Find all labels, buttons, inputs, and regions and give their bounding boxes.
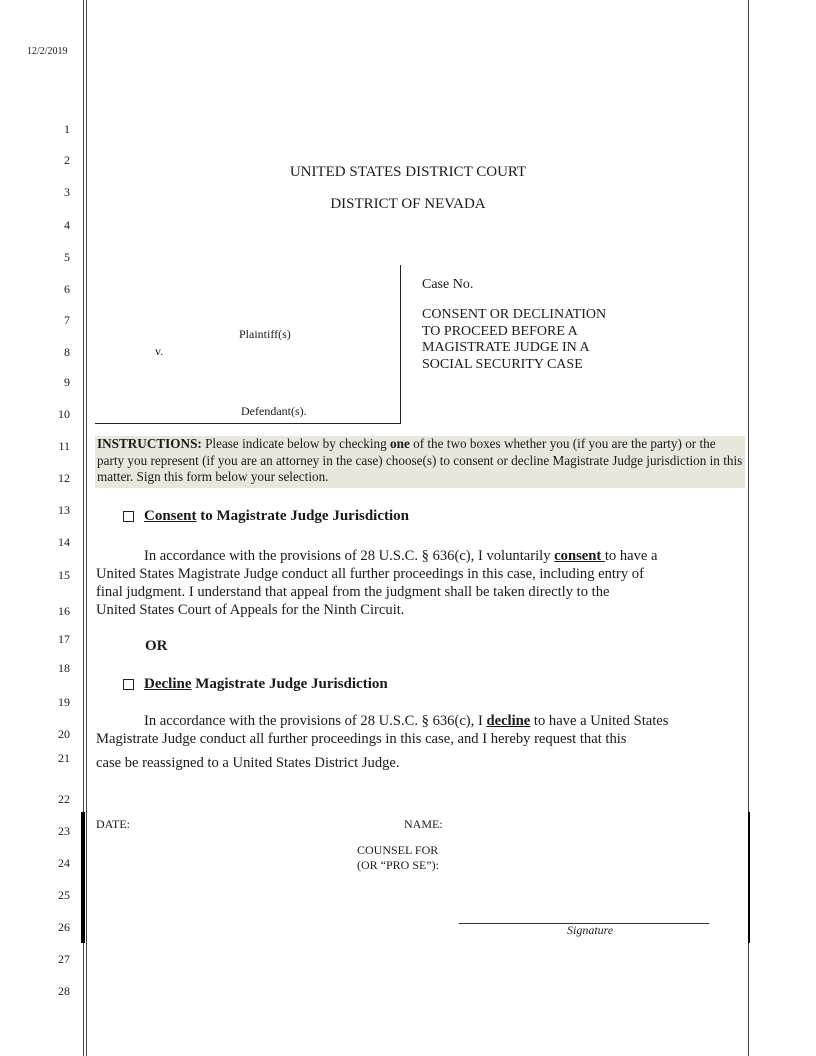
form-title-line: SOCIAL SECURITY CASE (422, 356, 583, 372)
consent-line-3: final judgment. I understand that appeal from the judgment shall be taken directly to the (96, 584, 610, 600)
line-number: 13 (58, 503, 70, 517)
consent-text-b: to have a (604, 548, 658, 564)
consent-paragraph (96, 547, 736, 619)
decline-checkbox[interactable] (123, 679, 134, 690)
line-number: 14 (58, 535, 70, 549)
decline-line-2: Magistrate Judge conduct all further proceedings in this case, and I hereby request that this (96, 731, 627, 747)
instructions-box (95, 436, 745, 488)
decline-option[interactable] (123, 676, 388, 693)
line-number: 11 (58, 439, 70, 453)
instructions-bold-word: one (390, 436, 410, 451)
line-number: 18 (58, 661, 70, 675)
decline-paragraph (96, 712, 736, 772)
form-title (422, 307, 606, 373)
line-number: 9 (64, 375, 70, 389)
line-number: 22 (58, 792, 70, 806)
counsel-line-1: COUNSEL FOR (357, 843, 439, 857)
instructions-text-b: of the two boxes whether you (if you are the party) or the party you represent (if you are an attorney in the case) choose(s) to consent or decline Magistrate Judge jurisdiction in this matter. Sign this form below your selection. (97, 436, 743, 484)
line-number: 8 (64, 345, 70, 359)
line-number: 24 (58, 856, 70, 870)
line-number: 27 (58, 952, 70, 966)
form-title-line: MAGISTRATE JUDGE IN A (422, 340, 590, 355)
defendant-label: Defendant(s). (241, 404, 307, 418)
court-name: UNITED STATES DISTRICT COURT (289, 164, 527, 180)
case-caption-box (95, 265, 401, 424)
line-number: 4 (64, 218, 70, 232)
versus-label: v. (155, 344, 164, 358)
date-stamp: 12/2/2019 (27, 46, 68, 57)
court-district: DISTRICT OF NEVADA (330, 196, 486, 212)
line-number: 7 (64, 313, 70, 327)
consent-bold-word: consent (554, 548, 605, 564)
form-title-line: TO PROCEED BEFORE A (422, 323, 578, 339)
line-number: 19 (58, 695, 70, 709)
line-number: 25 (58, 888, 70, 902)
left-margin-rule-inner (86, 0, 87, 1056)
decline-text-a: In accordance with the provisions of 28 U.S.C. § 636(c), I (144, 713, 487, 729)
decline-line-3: case be reassigned to a United States District Judge. (96, 755, 400, 771)
signature-label: Signature (567, 923, 614, 937)
line-number: 21 (58, 751, 70, 765)
name-label: NAME: (404, 817, 443, 831)
consent-heading-underlined: Consent (144, 508, 197, 524)
line-number: 28 (58, 984, 70, 998)
line-number: 26 (58, 920, 70, 934)
decline-heading-rest: Magistrate Judge Jurisdiction (191, 676, 388, 692)
case-number-label: Case No. (422, 277, 474, 292)
line-number: 16 (58, 604, 70, 618)
consent-option[interactable] (123, 508, 409, 525)
left-thick-rule (81, 812, 85, 943)
right-thick-rule (748, 812, 750, 943)
line-number: 12 (58, 471, 70, 485)
decline-bold-word: decline (486, 713, 531, 729)
line-number: 10 (58, 407, 70, 421)
line-number: 3 (64, 185, 70, 199)
date-label: DATE: (96, 817, 130, 831)
consent-text-a: In accordance with the provisions of 28 U.S.C. § 636(c), I voluntarily (144, 548, 555, 564)
line-number: 20 (58, 727, 70, 741)
line-number: 17 (58, 632, 70, 646)
instructions-text-a: Please indicate below by checking (201, 436, 391, 451)
counsel-for-label (357, 843, 439, 872)
line-number: 2 (64, 153, 70, 167)
plaintiff-label: Plaintiff(s) (239, 327, 291, 341)
line-number: 1 (64, 122, 70, 136)
instructions-label: INSTRUCTIONS: (97, 436, 202, 451)
form-title-line: CONSENT OR DECLINATION (422, 307, 607, 322)
consent-line-2: United States Magistrate Judge conduct all further proceedings in this case, including entry of (96, 566, 644, 582)
decline-text-b: to have a United States (530, 713, 669, 729)
line-number: 23 (58, 824, 70, 838)
line-number: 5 (64, 250, 70, 264)
line-number: 6 (64, 282, 70, 296)
counsel-line-2: (OR “PRO SE”): (357, 857, 439, 872)
consent-line-4: United States Court of Appeals for the Ninth Circuit. (96, 602, 405, 618)
line-number: 15 (58, 568, 70, 582)
decline-heading-underlined: Decline (144, 676, 192, 692)
consent-heading-rest: to Magistrate Judge Jurisdiction (196, 508, 409, 524)
or-separator: OR (145, 638, 168, 654)
consent-checkbox[interactable] (123, 511, 134, 522)
